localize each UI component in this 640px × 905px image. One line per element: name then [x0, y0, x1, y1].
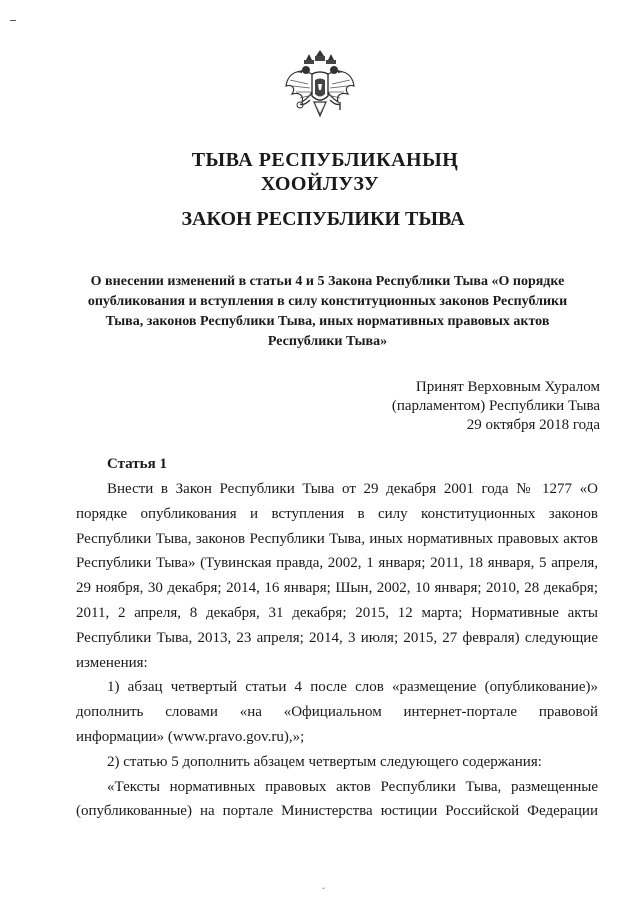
- scan-artifact: ˇ: [322, 886, 325, 896]
- paragraph-item2: 2) статью 5 дополнить абзацем четвертым следующего содержания:: [107, 753, 542, 770]
- article-body: [76, 477, 598, 824]
- law-subtitle: О внесении изменений в статьи 4 и 5 Закона Республики Тыва «О порядке опубликования и вступления в силу конституционных законов Республики Тыва, законов Республики Тыва, иных нормативных правовых актов Республики Тыва»: [87, 274, 568, 349]
- law-title: ЗАКОН РЕСПУБЛИКИ ТЫВА: [181, 208, 465, 230]
- tyva-title-line2: ХООЙЛУЗУ: [260, 173, 380, 195]
- adoption-block: [392, 378, 600, 435]
- tyva-law-title: [0, 148, 640, 196]
- scan-mark: [10, 20, 16, 21]
- adoption-date: 29 октября 2018 года: [466, 417, 600, 433]
- adoption-line2: (парламентом) Республики Тыва: [391, 398, 600, 414]
- paragraph-intro: Внести в Закон Республики Тыва от 29 декабря 2001 года № 1277 «О порядке опубликования и вступления в силу конституционных законов Республики Тыва, законов Республики Тыва, иных нормативных правовых актов Республики Тыва» (Тувинская правда, 2002, 1 января; 2011, 18 января, 5 апреля, 29 ноября, 30 декабря; 2014, 16 января; Шын, 2002, 10 января; 2010, 28 декабря; 2011, 2 апреля, 8 декабря, 31 декабря; 2015, 12 марта; Нормативные акты Республики Тыва, 2013, 23 апреля; 2014, 3 июля; 2015, 27 февраля) следующие изменения:: [76, 481, 598, 671]
- paragraph-quote: «Тексты нормативных правовых актов Республики Тыва, размещенные (опубликованные) на портале Министерства юстиции Российской Федерации: [76, 778, 598, 820]
- paragraph-item1: 1) абзац четвертый статьи 4 после слов «размещение (опубликование)» дополнить словами «на «Официальном интернет-портале правовой информации» (www.pravo.gov.ru),»;: [76, 679, 598, 745]
- tyva-title-line1: ТЫВА РЕСПУБЛИКАНЫҢ: [191, 149, 459, 171]
- article-heading: Статья 1: [107, 456, 167, 472]
- coat-of-arms-emblem: [282, 50, 358, 126]
- adoption-line1: Принят Верховным Хуралом: [415, 379, 600, 395]
